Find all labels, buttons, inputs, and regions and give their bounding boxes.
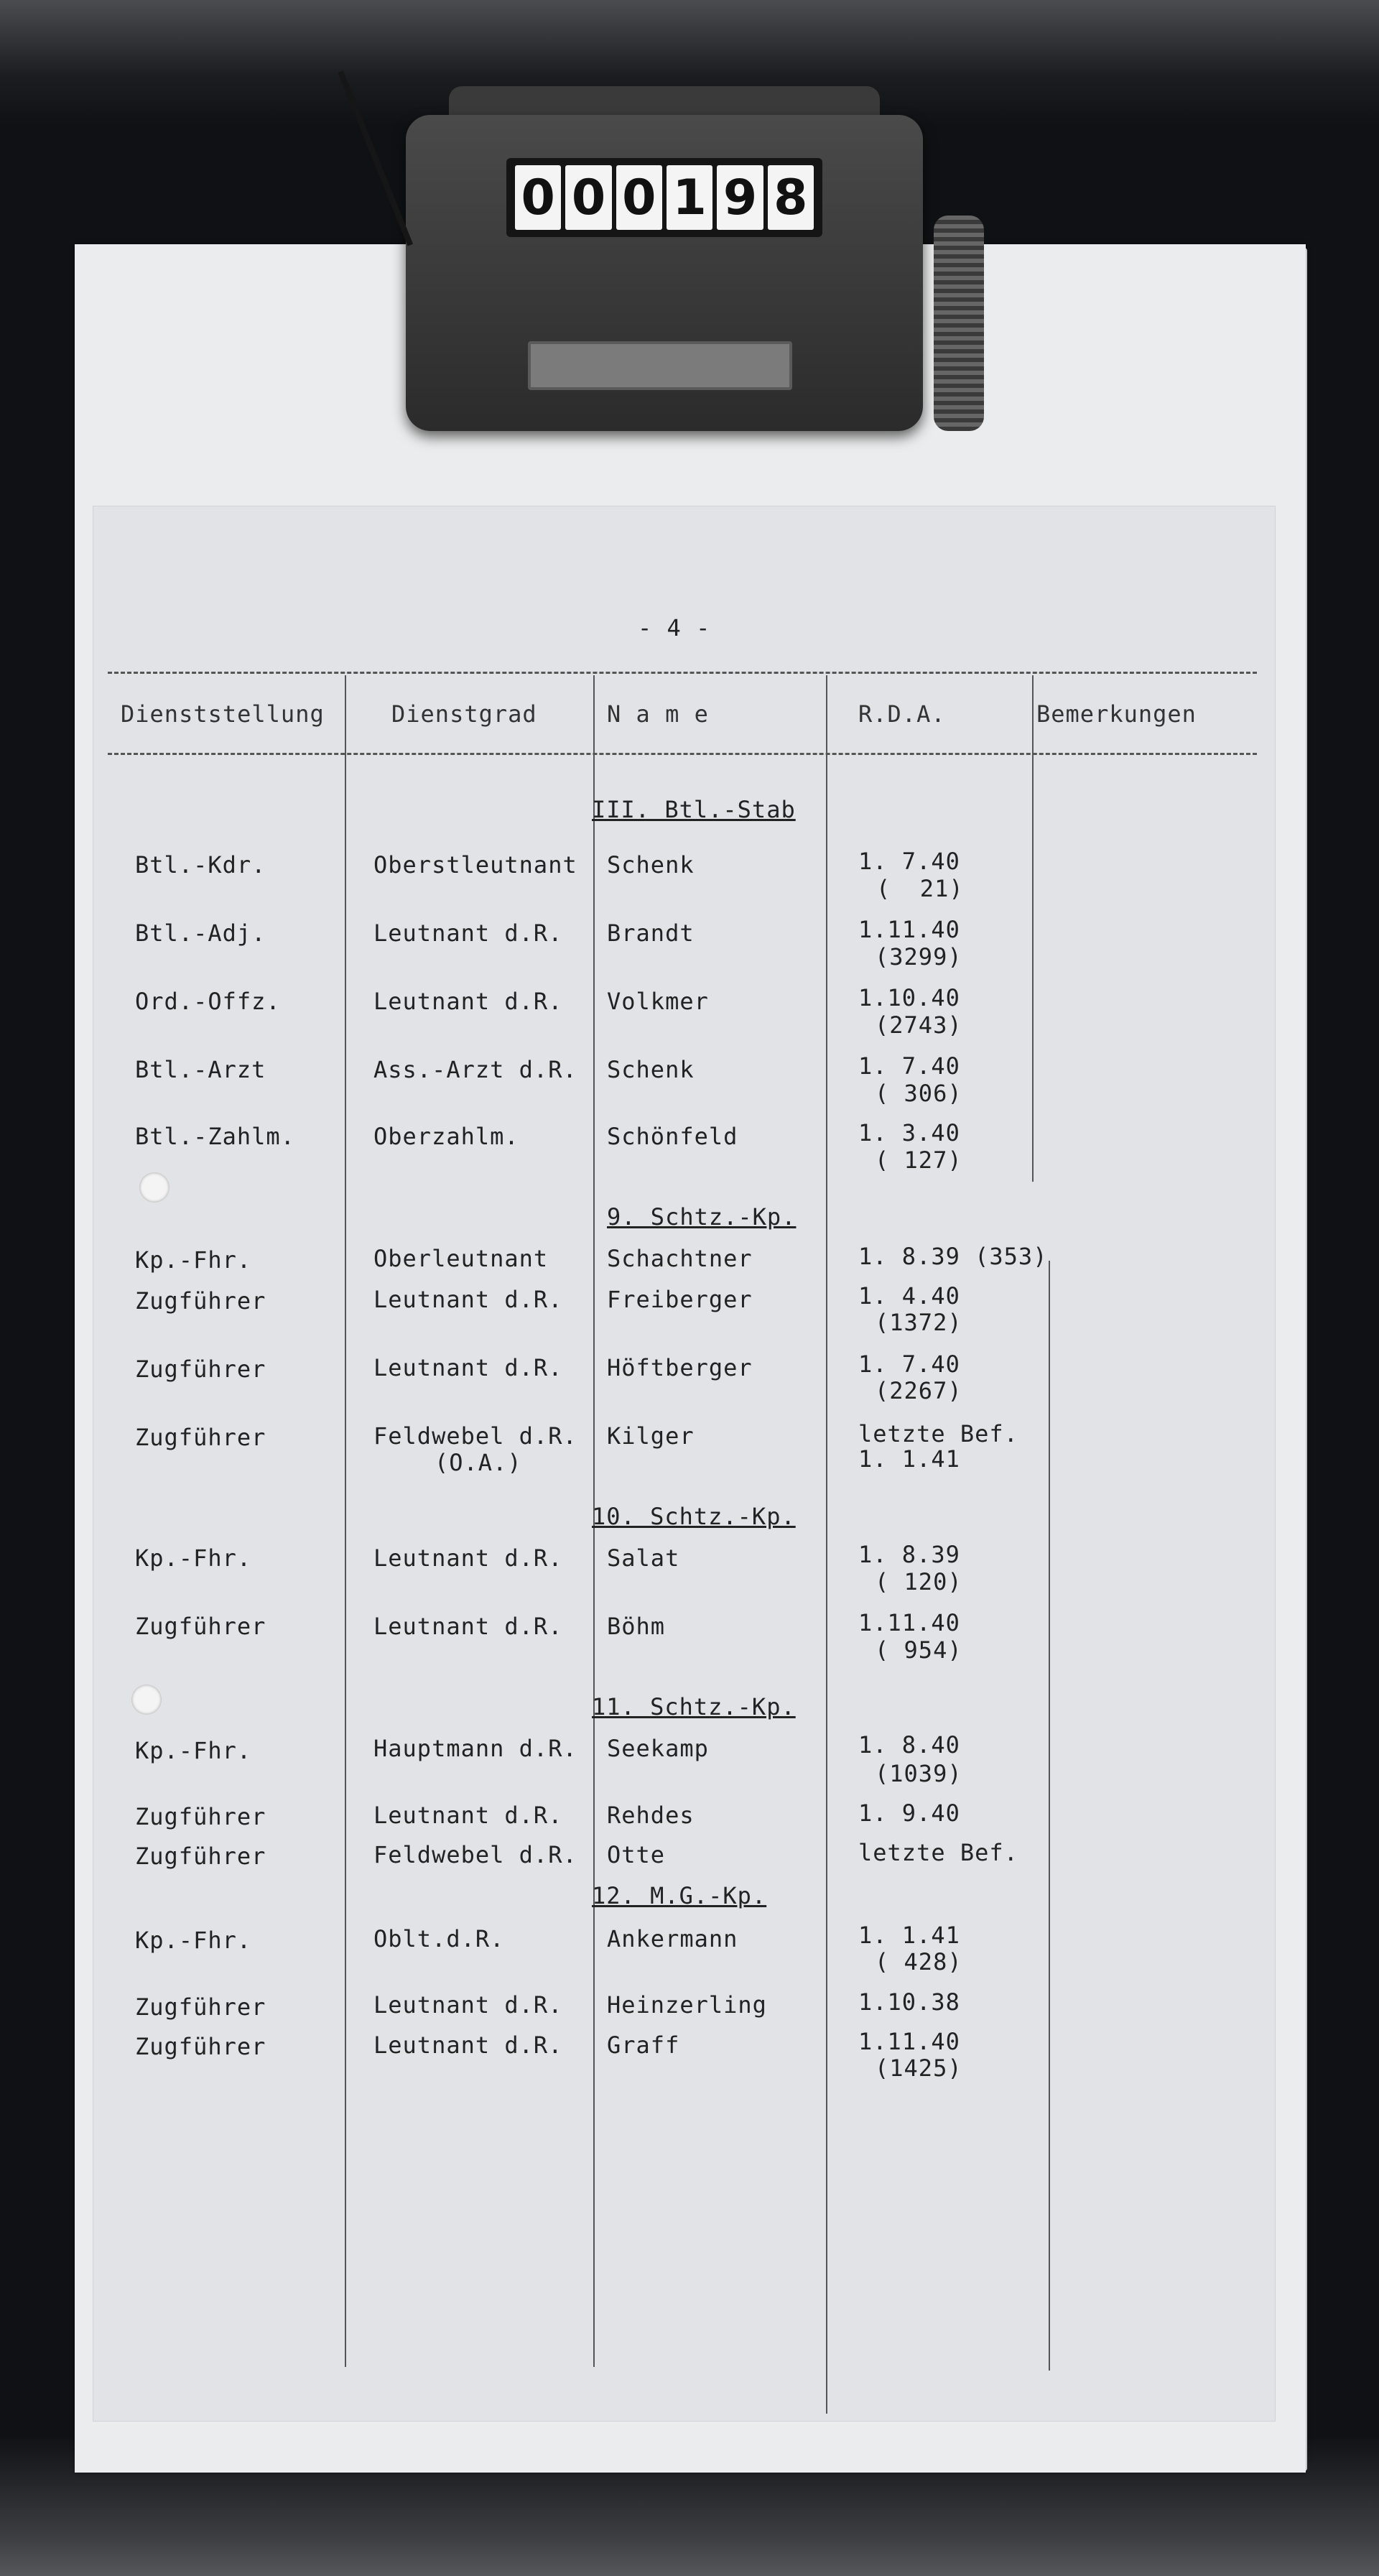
cell-rda: 1.11.40 (858, 2028, 960, 2055)
header-bottom-rule (108, 753, 1257, 755)
cell-stellung: Btl.-Adj. (135, 919, 266, 947)
cell-rda: 1.11.40 (858, 1609, 960, 1636)
cell-stellung: Zugführer (135, 1424, 266, 1451)
cell-rda-number: (1039) (875, 1760, 962, 1787)
cell-stellung: Zugführer (135, 1993, 266, 2021)
column-divider (1032, 675, 1034, 1182)
header-bemerkungen: Bemerkungen (1036, 700, 1197, 728)
counter-digit: 1 (667, 165, 712, 230)
cell-rda: 1. 3.40 (858, 1119, 960, 1146)
cell-name: Schachtner (607, 1245, 753, 1272)
cell-rda-number: ( 127) (875, 1146, 962, 1174)
cell-rda-number: (1372) (875, 1309, 962, 1336)
counter-digit: 9 (717, 165, 763, 230)
cell-grad: Leutnant d.R. (373, 1613, 563, 1640)
cell-name: Böhm (607, 1613, 666, 1640)
cell-stellung: Zugführer (135, 1613, 266, 1640)
section-title: 9. Schtz.-Kp. (607, 1203, 797, 1231)
cell-rda: 1.10.40 (858, 984, 960, 1011)
cell-name: Graff (607, 2031, 680, 2059)
header-rda: R.D.A. (858, 700, 946, 728)
cell-stellung: Kp.-Fhr. (135, 1544, 252, 1572)
punch-hole (139, 1172, 170, 1203)
cell-rda-number: (2267) (875, 1377, 962, 1404)
cell-rda: 1.10.38 (858, 1988, 960, 2016)
column-divider (1049, 1261, 1050, 2371)
cell-name: Schenk (607, 1056, 695, 1083)
cell-grad: Leutnant d.R. (373, 1544, 563, 1572)
cell-stellung: Btl.-Zahlm. (135, 1123, 295, 1150)
cell-stellung: Zugführer (135, 2033, 266, 2060)
cell-grad: Oberstleutnant (373, 851, 577, 879)
cell-name: Schönfeld (607, 1123, 738, 1150)
cell-stellung: Kp.-Fhr. (135, 1927, 252, 1954)
counter-digit: 0 (515, 165, 561, 230)
cell-rda: 1. 1.41 (858, 1922, 960, 1949)
cell-rda: 1. 7.40 (858, 848, 960, 875)
cell-name: Freiberger (607, 1286, 753, 1313)
cell-rda-number: ( 306) (875, 1080, 962, 1107)
document-page (93, 506, 1275, 2421)
cell-grad: Leutnant d.R. (373, 1354, 563, 1381)
cell-grad-note: (O.A.) (435, 1449, 522, 1476)
cell-grad: Oblt.d.R. (373, 1925, 505, 1952)
cell-rda-number: ( 120) (875, 1568, 962, 1595)
counter-window (506, 158, 822, 237)
cell-rda-number: ( 428) (875, 1948, 962, 1975)
cell-name: Heinzerling (607, 1991, 767, 2019)
counter-knob (934, 216, 984, 431)
cell-rda: letzte Bef. (858, 1420, 1018, 1447)
cell-stellung: Zugführer (135, 1356, 266, 1383)
cell-grad: Leutnant d.R. (373, 919, 563, 947)
cell-grad: Ass.-Arzt d.R. (373, 1056, 577, 1083)
cell-rda: 1. 7.40 (858, 1052, 960, 1080)
cell-stellung: Ord.-Offz. (135, 988, 281, 1015)
cell-stellung: Btl.-Kdr. (135, 851, 266, 879)
cell-name: Schenk (607, 851, 695, 879)
cell-grad: Oberzahlm. (373, 1123, 519, 1150)
header-name: N a m e (607, 700, 709, 728)
cell-name: Volkmer (607, 988, 709, 1015)
cell-rda: 1. 8.39 (858, 1541, 960, 1568)
cell-stellung: Zugführer (135, 1843, 266, 1870)
cell-rda-number: ( 954) (875, 1636, 962, 1664)
cell-rda-number: (1425) (875, 2054, 962, 2082)
cell-grad: Hauptmann d.R. (373, 1735, 577, 1762)
cell-grad: Leutnant d.R. (373, 1991, 563, 2019)
cell-name: Höftberger (607, 1354, 753, 1381)
cell-name: Ankermann (607, 1925, 738, 1952)
section-title: 11. Schtz.-Kp. (592, 1693, 796, 1720)
counter-digit: 0 (565, 165, 611, 230)
cell-rda-number: ( 21) (876, 875, 964, 902)
cell-name: Rehdes (607, 1802, 695, 1829)
cell-rda: 1.11.40 (858, 916, 960, 943)
cell-rda-number: (2743) (875, 1011, 962, 1039)
cell-name: Seekamp (607, 1735, 709, 1762)
cell-name: Brandt (607, 919, 695, 947)
column-divider (345, 675, 346, 2367)
counter-digit: 0 (616, 165, 662, 230)
cell-grad: Leutnant d.R. (373, 1802, 563, 1829)
counter-digit: 8 (768, 165, 814, 230)
header-dienstgrad: Dienstgrad (391, 700, 537, 728)
cell-grad: Leutnant d.R. (373, 2031, 563, 2059)
cell-rda: 1. 7.40 (858, 1350, 960, 1378)
section-title: 10. Schtz.-Kp. (592, 1503, 796, 1530)
punch-hole (131, 1685, 162, 1715)
section-title: III. Btl.-Stab (592, 796, 796, 823)
cell-name: Otte (607, 1841, 666, 1868)
cell-name: Salat (607, 1544, 680, 1572)
cell-rda: 1. 8.39 (353) (858, 1243, 1048, 1270)
cell-rda: 1. 4.40 (858, 1282, 960, 1310)
section-title: 12. M.G.-Kp. (592, 1882, 767, 1909)
header-top-rule (108, 672, 1257, 674)
cell-rda: 1. 9.40 (858, 1799, 960, 1827)
cell-stellung: Zugführer (135, 1287, 266, 1315)
cell-grad: Leutnant d.R. (373, 988, 563, 1015)
page-number: - 4 - (638, 614, 711, 641)
frame-counter-device (406, 86, 923, 435)
cell-rda-number: (3299) (875, 943, 962, 970)
header-dienststellung: Dienststellung (121, 700, 325, 728)
cell-grad: Feldwebel d.R. (373, 1422, 577, 1450)
cell-rda-date: 1. 1.41 (858, 1445, 960, 1473)
cell-name: Kilger (607, 1422, 695, 1450)
counter-plate (528, 341, 792, 390)
cell-stellung: Kp.-Fhr. (135, 1737, 252, 1764)
cell-rda: 1. 8.40 (858, 1731, 960, 1759)
cell-stellung: Kp.-Fhr. (135, 1246, 252, 1274)
cell-grad: Feldwebel d.R. (373, 1841, 577, 1868)
cell-grad: Leutnant d.R. (373, 1286, 563, 1313)
column-divider (826, 675, 827, 2414)
cell-stellung: Zugführer (135, 1803, 266, 1830)
cell-grad: Oberleutnant (373, 1245, 549, 1272)
cell-stellung: Btl.-Arzt (135, 1056, 266, 1083)
cell-rda: letzte Bef. (858, 1839, 1018, 1866)
